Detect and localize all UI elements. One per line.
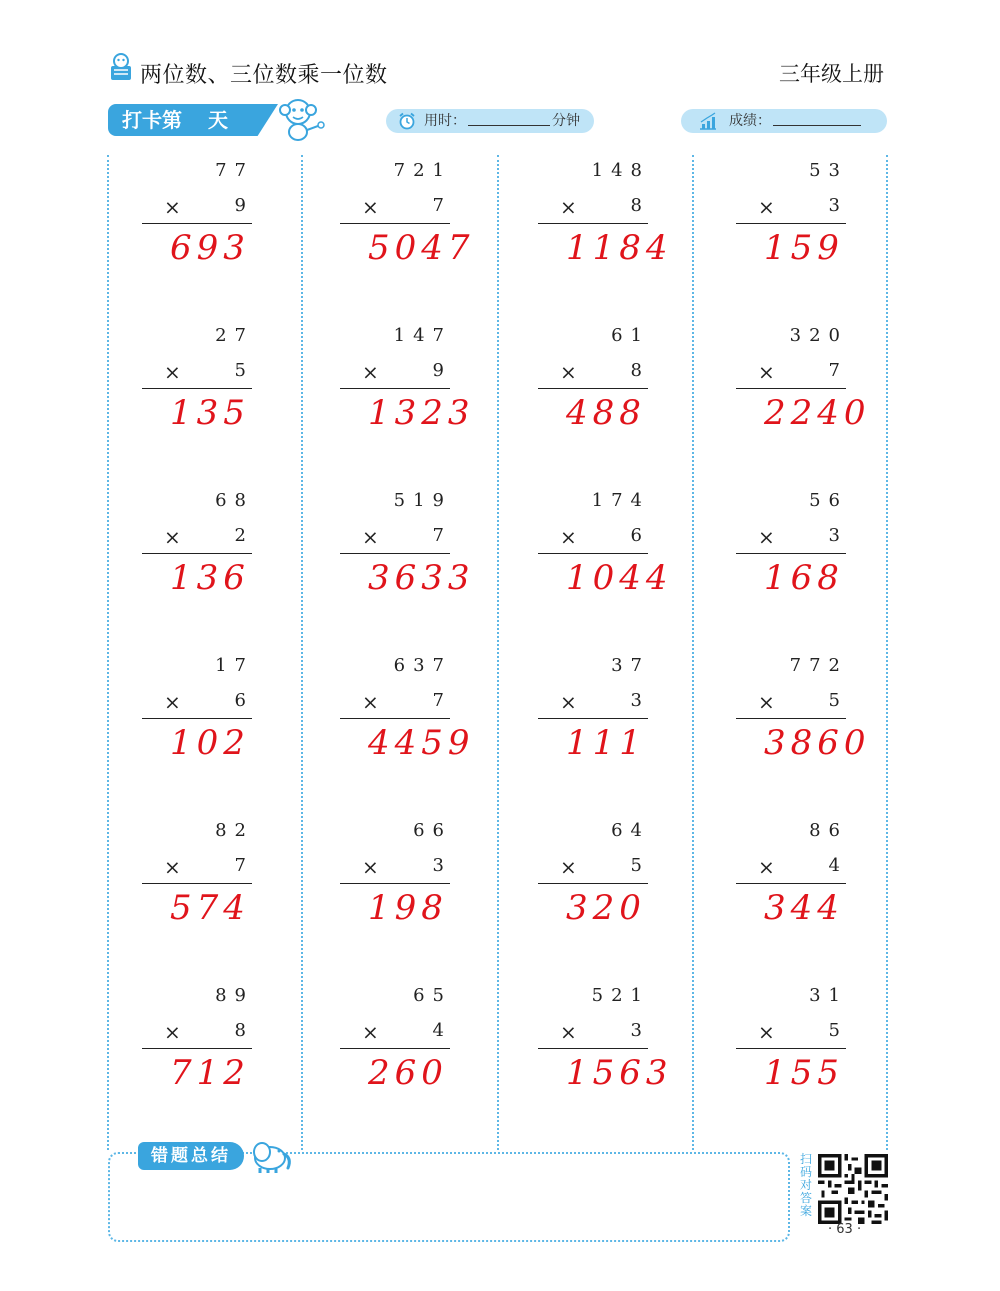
handwritten-answer[interactable]: 2240	[764, 393, 871, 433]
time-input-blank[interactable]	[468, 111, 550, 126]
multiply-sign: ×	[560, 195, 577, 219]
multiply-sign: ×	[362, 195, 379, 219]
multiply-sign: ×	[164, 360, 181, 384]
checkin-prefix: 打卡第	[122, 108, 182, 132]
multiplicand: 320	[789, 325, 848, 346]
multiplication-problem	[340, 820, 470, 940]
multiplicand: 148	[591, 160, 650, 181]
multiplicand: 64	[611, 820, 650, 841]
multiplier: 5	[630, 855, 642, 876]
multiplication-problem	[340, 985, 470, 1105]
multiplier: 5	[828, 690, 840, 711]
multiplication-problem	[340, 325, 475, 445]
multiplication-problem	[736, 820, 866, 940]
answer-rule	[538, 223, 648, 224]
multiplier: 9	[234, 195, 246, 216]
multiplicand: 721	[393, 160, 452, 181]
multiplication-problem	[538, 160, 673, 280]
column-divider	[886, 155, 888, 1150]
multiplicand: 521	[591, 985, 650, 1006]
handwritten-answer[interactable]: 488	[566, 393, 646, 433]
time-label: 用时：	[424, 113, 466, 129]
handwritten-answer[interactable]: 693	[170, 228, 250, 268]
handwritten-answer[interactable]: 3860	[764, 723, 871, 763]
answer-rule	[736, 1048, 846, 1049]
multiplier: 7	[432, 690, 444, 711]
answer-rule	[142, 718, 252, 719]
multiplicand: 86	[809, 820, 848, 841]
multiplier: 6	[234, 690, 246, 711]
multiplication-problem	[340, 490, 475, 610]
multiplication-problem	[736, 655, 871, 775]
answer-rule	[538, 553, 648, 554]
multiplier: 7	[432, 195, 444, 216]
handwritten-answer[interactable]: 712	[170, 1053, 250, 1093]
multiplier: 5	[828, 1020, 840, 1041]
multiply-sign: ×	[164, 855, 181, 879]
mistake-summary-label: 错题总结	[138, 1142, 244, 1170]
handwritten-answer[interactable]: 3633	[368, 558, 475, 598]
handwritten-answer[interactable]: 1184	[566, 228, 673, 268]
multiply-sign: ×	[560, 690, 577, 714]
multiplication-problem	[142, 655, 272, 775]
handwritten-answer[interactable]: 344	[764, 888, 844, 928]
answer-rule	[736, 388, 846, 389]
book-logo-icon	[108, 52, 134, 82]
answer-rule	[538, 718, 648, 719]
time-unit: 分钟	[552, 113, 580, 129]
multiply-sign: ×	[164, 690, 181, 714]
handwritten-answer[interactable]: 1323	[368, 393, 475, 433]
multiplication-problem	[142, 325, 272, 445]
multiply-sign: ×	[164, 1020, 181, 1044]
multiply-sign: ×	[758, 855, 775, 879]
handwritten-answer[interactable]: 155	[764, 1053, 844, 1093]
multiplier: 7	[828, 360, 840, 381]
multiplicand: 174	[591, 490, 650, 511]
multiplier: 6	[630, 525, 642, 546]
multiplication-problem	[142, 160, 272, 280]
multiply-sign: ×	[560, 1020, 577, 1044]
multiplication-problem	[736, 325, 871, 445]
answer-rule	[340, 388, 450, 389]
multiplier: 3	[828, 195, 840, 216]
multiplication-problem	[538, 985, 673, 1105]
multiplicand: 89	[215, 985, 254, 1006]
multiplication-problem	[538, 325, 668, 445]
multiplication-problem	[736, 985, 866, 1105]
multiplicand: 37	[611, 655, 650, 676]
handwritten-answer[interactable]: 574	[170, 888, 250, 928]
multiplier: 3	[630, 690, 642, 711]
handwritten-answer[interactable]: 320	[566, 888, 646, 928]
monkey-mascot-icon	[276, 96, 326, 142]
multiplier: 2	[234, 525, 246, 546]
answer-rule	[142, 388, 252, 389]
column-divider	[692, 155, 694, 1150]
multiplication-problem	[538, 820, 668, 940]
multiplicand: 56	[809, 490, 848, 511]
multiplication-problem	[736, 490, 866, 610]
multiplicand: 77	[215, 160, 254, 181]
handwritten-answer[interactable]: 168	[764, 558, 844, 598]
handwritten-answer[interactable]: 102	[170, 723, 250, 763]
multiplicand: 772	[789, 655, 848, 676]
handwritten-answer[interactable]: 1044	[566, 558, 673, 598]
multiply-sign: ×	[362, 1020, 379, 1044]
multiplication-problem	[736, 160, 866, 280]
multiply-sign: ×	[758, 360, 775, 384]
multiplicand: 53	[809, 160, 848, 181]
multiplier: 3	[432, 855, 444, 876]
multiply-sign: ×	[164, 525, 181, 549]
bar-chart-icon	[699, 112, 717, 130]
multiply-sign: ×	[362, 360, 379, 384]
qr-code-icon[interactable]	[818, 1154, 888, 1224]
multiplicand: 637	[393, 655, 452, 676]
multiply-sign: ×	[560, 360, 577, 384]
answer-rule	[142, 223, 252, 224]
multiply-sign: ×	[362, 690, 379, 714]
multiply-sign: ×	[758, 1020, 775, 1044]
multiply-sign: ×	[560, 525, 577, 549]
multiply-sign: ×	[758, 195, 775, 219]
answer-rule	[142, 1048, 252, 1049]
multiplication-problem	[340, 160, 475, 280]
handwritten-answer[interactable]: 111	[566, 723, 646, 763]
page-title: 两位数、三位数乘一位数	[140, 63, 388, 88]
multiply-sign: ×	[560, 855, 577, 879]
multiplier: 3	[828, 525, 840, 546]
handwritten-answer[interactable]: 135	[170, 393, 250, 433]
qr-caption: 扫码对答案	[800, 1152, 813, 1218]
multiplicand: 147	[393, 325, 452, 346]
handwritten-answer[interactable]: 159	[764, 228, 844, 268]
multiplication-problem	[142, 985, 272, 1105]
answer-rule	[142, 553, 252, 554]
multiply-sign: ×	[758, 525, 775, 549]
multiplication-problem	[142, 820, 272, 940]
answer-rule	[340, 553, 450, 554]
multiplicand: 27	[215, 325, 254, 346]
answer-rule	[142, 883, 252, 884]
answer-rule	[736, 553, 846, 554]
multiplier: 8	[630, 360, 642, 381]
handwritten-answer[interactable]: 1563	[566, 1053, 673, 1093]
handwritten-answer[interactable]: 5047	[368, 228, 475, 268]
handwritten-answer[interactable]: 4459	[368, 723, 475, 763]
handwritten-answer[interactable]: 260	[368, 1053, 448, 1093]
multiplier: 8	[234, 1020, 246, 1041]
multiply-sign: ×	[362, 855, 379, 879]
column-divider	[497, 155, 499, 1150]
page-number: · 63 ·	[828, 1222, 862, 1237]
multiplier: 7	[234, 855, 246, 876]
multiplication-problem	[142, 490, 272, 610]
multiplicand: 82	[215, 820, 254, 841]
multiplicand: 17	[215, 655, 254, 676]
checkin-suffix: 天	[208, 108, 228, 132]
multiply-sign: ×	[362, 525, 379, 549]
grade-label: 三年级上册	[779, 62, 884, 86]
multiplicand: 519	[393, 490, 452, 511]
multiplier: 7	[432, 525, 444, 546]
answer-rule	[340, 223, 450, 224]
time-field	[386, 109, 594, 133]
answer-rule	[538, 883, 648, 884]
alarm-clock-icon	[398, 112, 416, 130]
column-divider	[107, 155, 109, 1150]
multiplication-problem	[538, 490, 673, 610]
answer-rule	[736, 718, 846, 719]
multiply-sign: ×	[164, 195, 181, 219]
handwritten-answer[interactable]: 198	[368, 888, 448, 928]
answer-rule	[340, 1048, 450, 1049]
multiplier: 8	[630, 195, 642, 216]
multiplication-problem	[538, 655, 668, 775]
answer-rule	[538, 388, 648, 389]
multiply-sign: ×	[758, 690, 775, 714]
multiplicand: 66	[413, 820, 452, 841]
column-divider	[301, 155, 303, 1150]
score-input-blank[interactable]	[773, 111, 861, 126]
multiplicand: 68	[215, 490, 254, 511]
answer-rule	[340, 718, 450, 719]
multiplier: 5	[234, 360, 246, 381]
answer-rule	[736, 883, 846, 884]
answer-rule	[538, 1048, 648, 1049]
multiplicand: 65	[413, 985, 452, 1006]
multiplier: 4	[828, 855, 840, 876]
multiplicand: 31	[809, 985, 848, 1006]
multiplier: 3	[630, 1020, 642, 1041]
checkin-label	[122, 104, 228, 136]
elephant-icon	[248, 1136, 294, 1174]
score-label: 成绩：	[729, 113, 771, 129]
answer-rule	[736, 223, 846, 224]
answer-rule	[340, 883, 450, 884]
handwritten-answer[interactable]: 136	[170, 558, 250, 598]
multiplier: 9	[432, 360, 444, 381]
multiplicand: 61	[611, 325, 650, 346]
multiplication-problem	[340, 655, 475, 775]
score-field	[681, 109, 887, 133]
multiplier: 4	[432, 1020, 444, 1041]
